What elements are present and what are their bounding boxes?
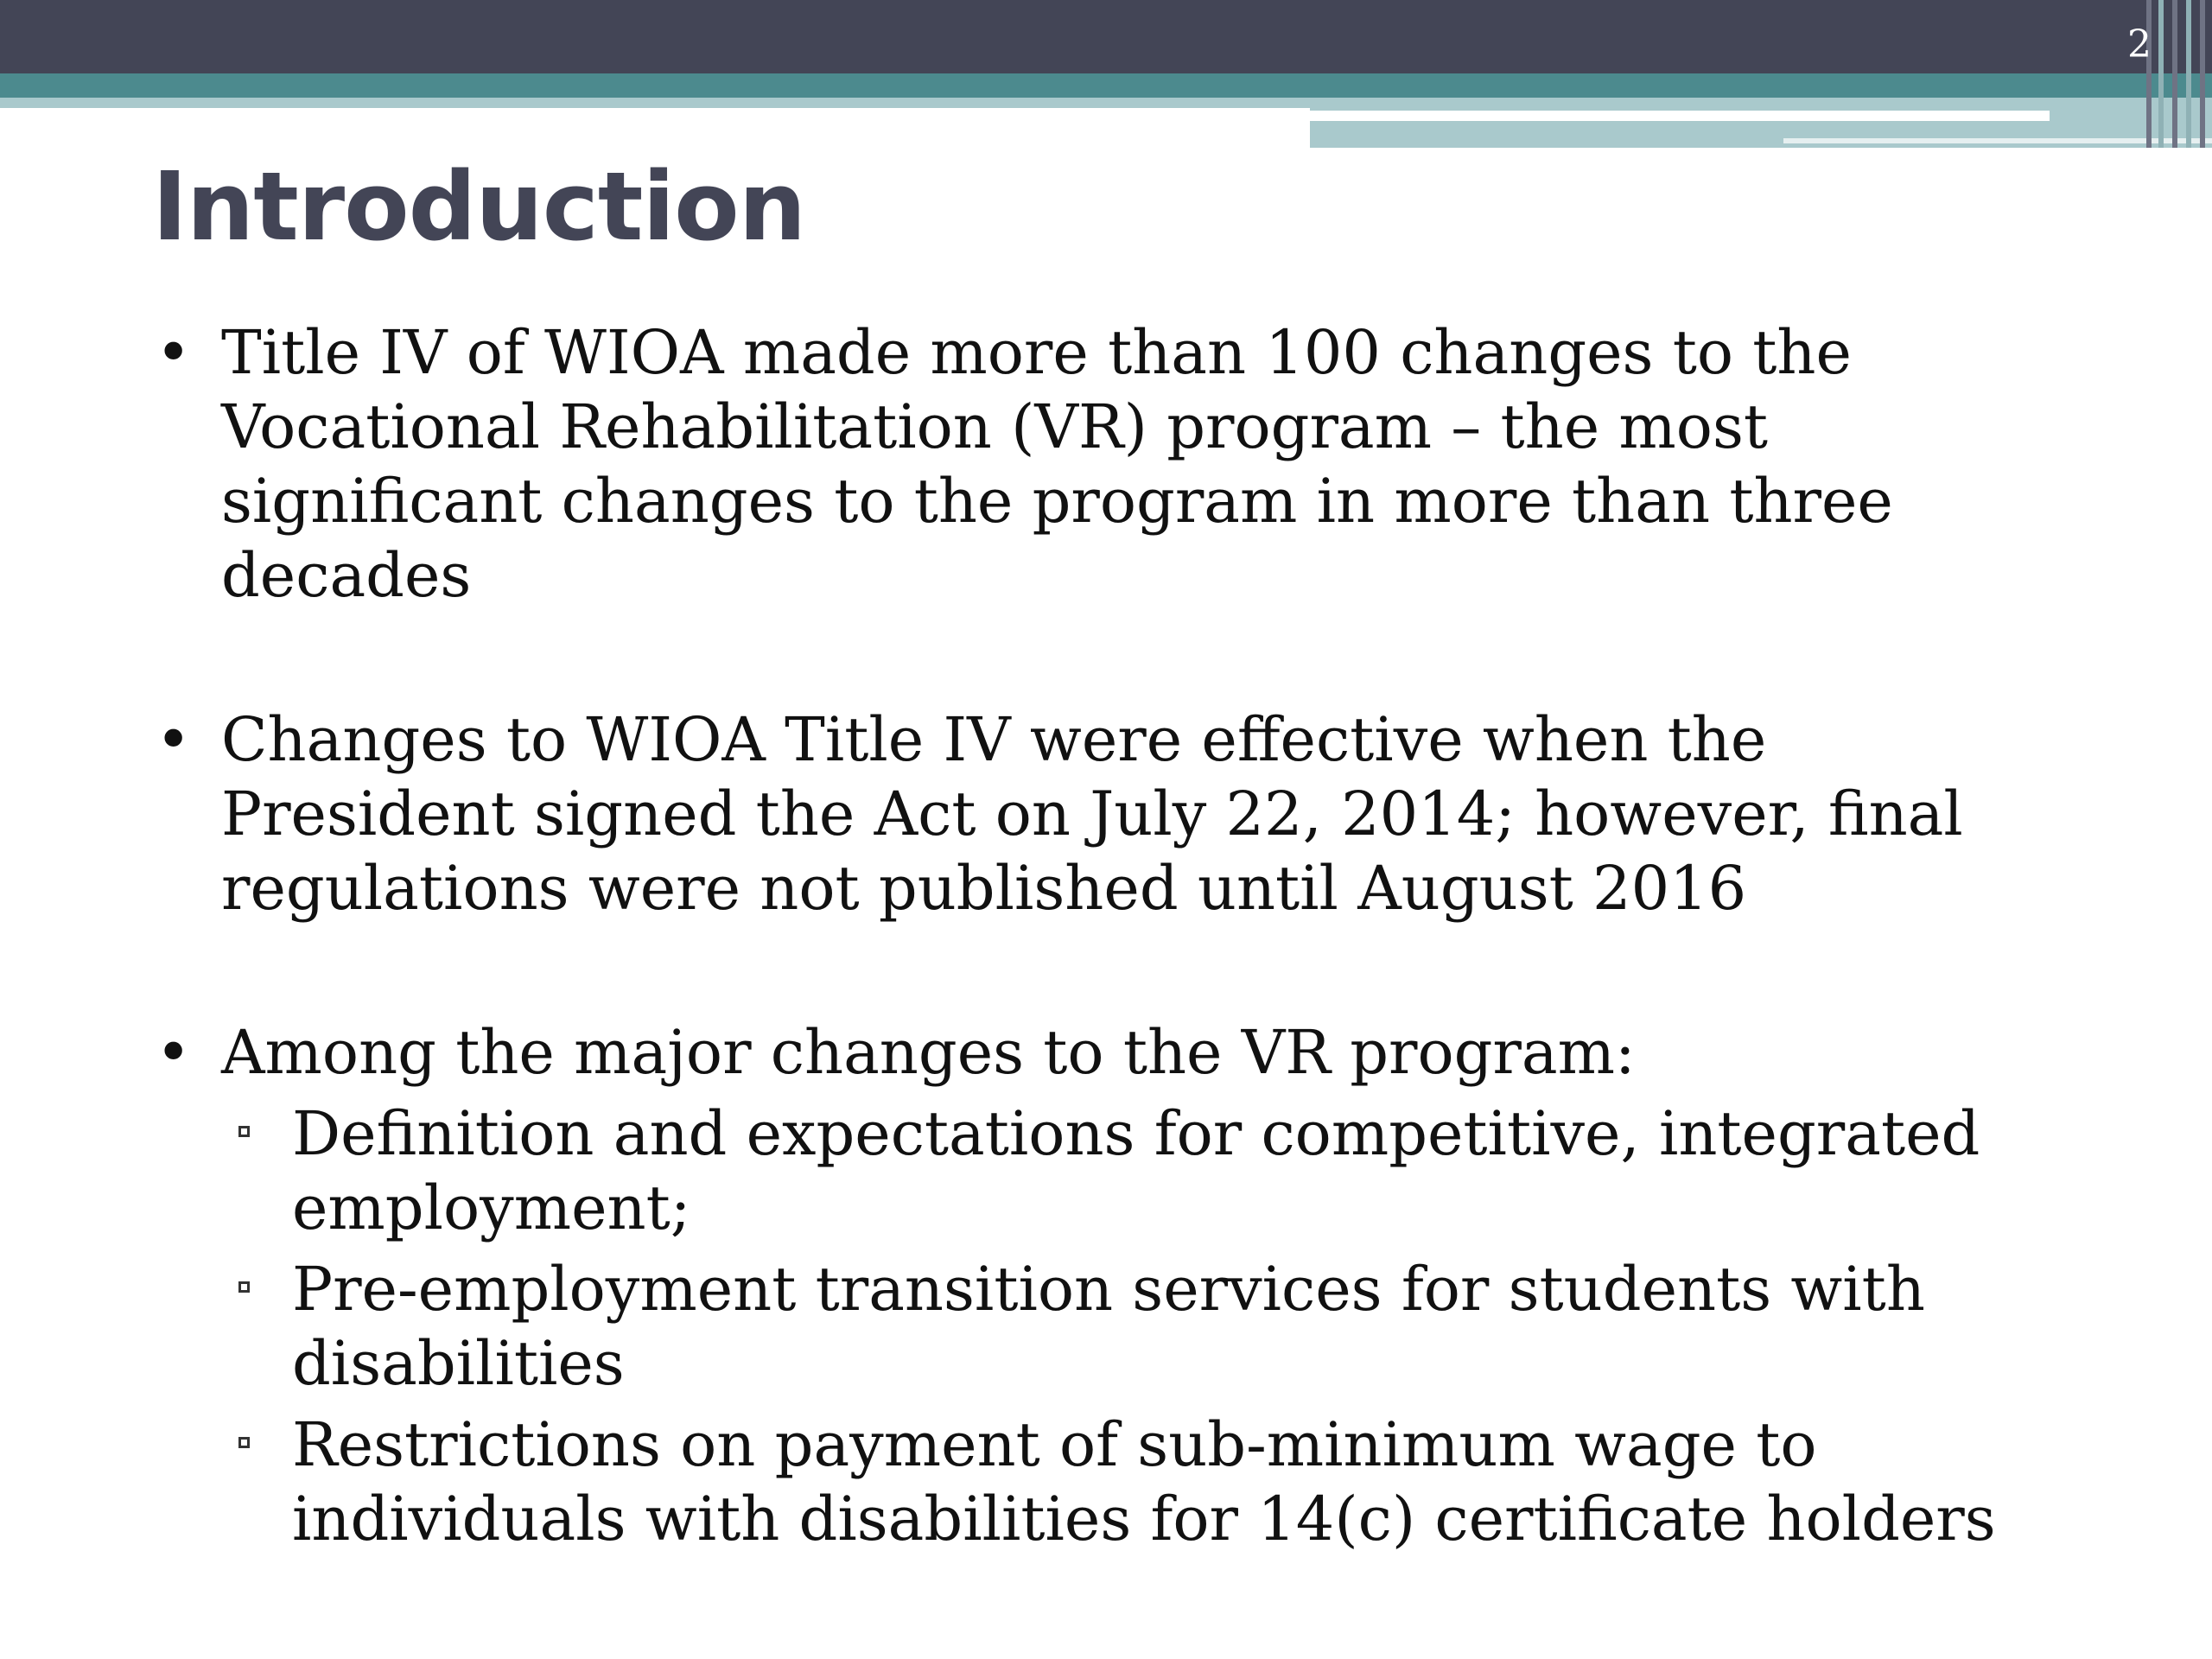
header-bar <box>0 0 2212 73</box>
header-vertical-line <box>2200 0 2205 148</box>
header-white-stripe <box>1310 111 2050 121</box>
slide-title: Introduction <box>152 151 806 262</box>
bullet-dot-icon: • <box>156 1017 192 1088</box>
sub-bullet-list <box>156 1096 2056 1556</box>
spacer <box>156 925 2056 1015</box>
page-number: 2 <box>2127 22 2152 67</box>
sub-bullet-text: Restrictions on payment of sub-minimum wage to individuals with disabilities for 14(c) certificate holders <box>292 1409 1996 1554</box>
sub-bullet-text: Definition and expectations for competitive, integrated employment; <box>292 1098 1980 1243</box>
header-accent-band <box>0 73 2212 98</box>
bullet-dot-icon: • <box>156 317 192 388</box>
bullet-item <box>156 1015 2056 1090</box>
header-light-band <box>0 98 1310 108</box>
sub-bullet-text: Pre-employment transition services for students with disabilities <box>292 1254 1925 1399</box>
header-vertical-line <box>2172 0 2177 148</box>
spacer <box>156 613 2056 702</box>
sub-bullet-item <box>156 1096 2056 1245</box>
bullet-text: Title IV of WIOA made more than 100 changes to the Vocational Rehabilitation (VR) program – the most significant changes to the program in more than three decades <box>221 317 1893 611</box>
bullet-dot-icon: • <box>156 704 192 775</box>
header-vertical-line <box>2158 0 2164 148</box>
slide-body <box>156 315 2056 1556</box>
bullet-text: Changes to WIOA Title IV were effective when the President signed the Act on July 22, 2014; however, final regulations were not published until August 2016 <box>221 704 1963 924</box>
square-bullet-icon <box>238 1437 250 1448</box>
header-vertical-line <box>2186 0 2191 148</box>
sub-bullet-item <box>156 1252 2056 1401</box>
bullet-item <box>156 315 2056 613</box>
bullet-text: Among the major changes to the VR program: <box>221 1017 1636 1088</box>
square-bullet-icon <box>238 1126 250 1137</box>
bullet-item <box>156 702 2056 925</box>
square-bullet-icon <box>238 1281 250 1293</box>
sub-bullet-item <box>156 1408 2056 1556</box>
